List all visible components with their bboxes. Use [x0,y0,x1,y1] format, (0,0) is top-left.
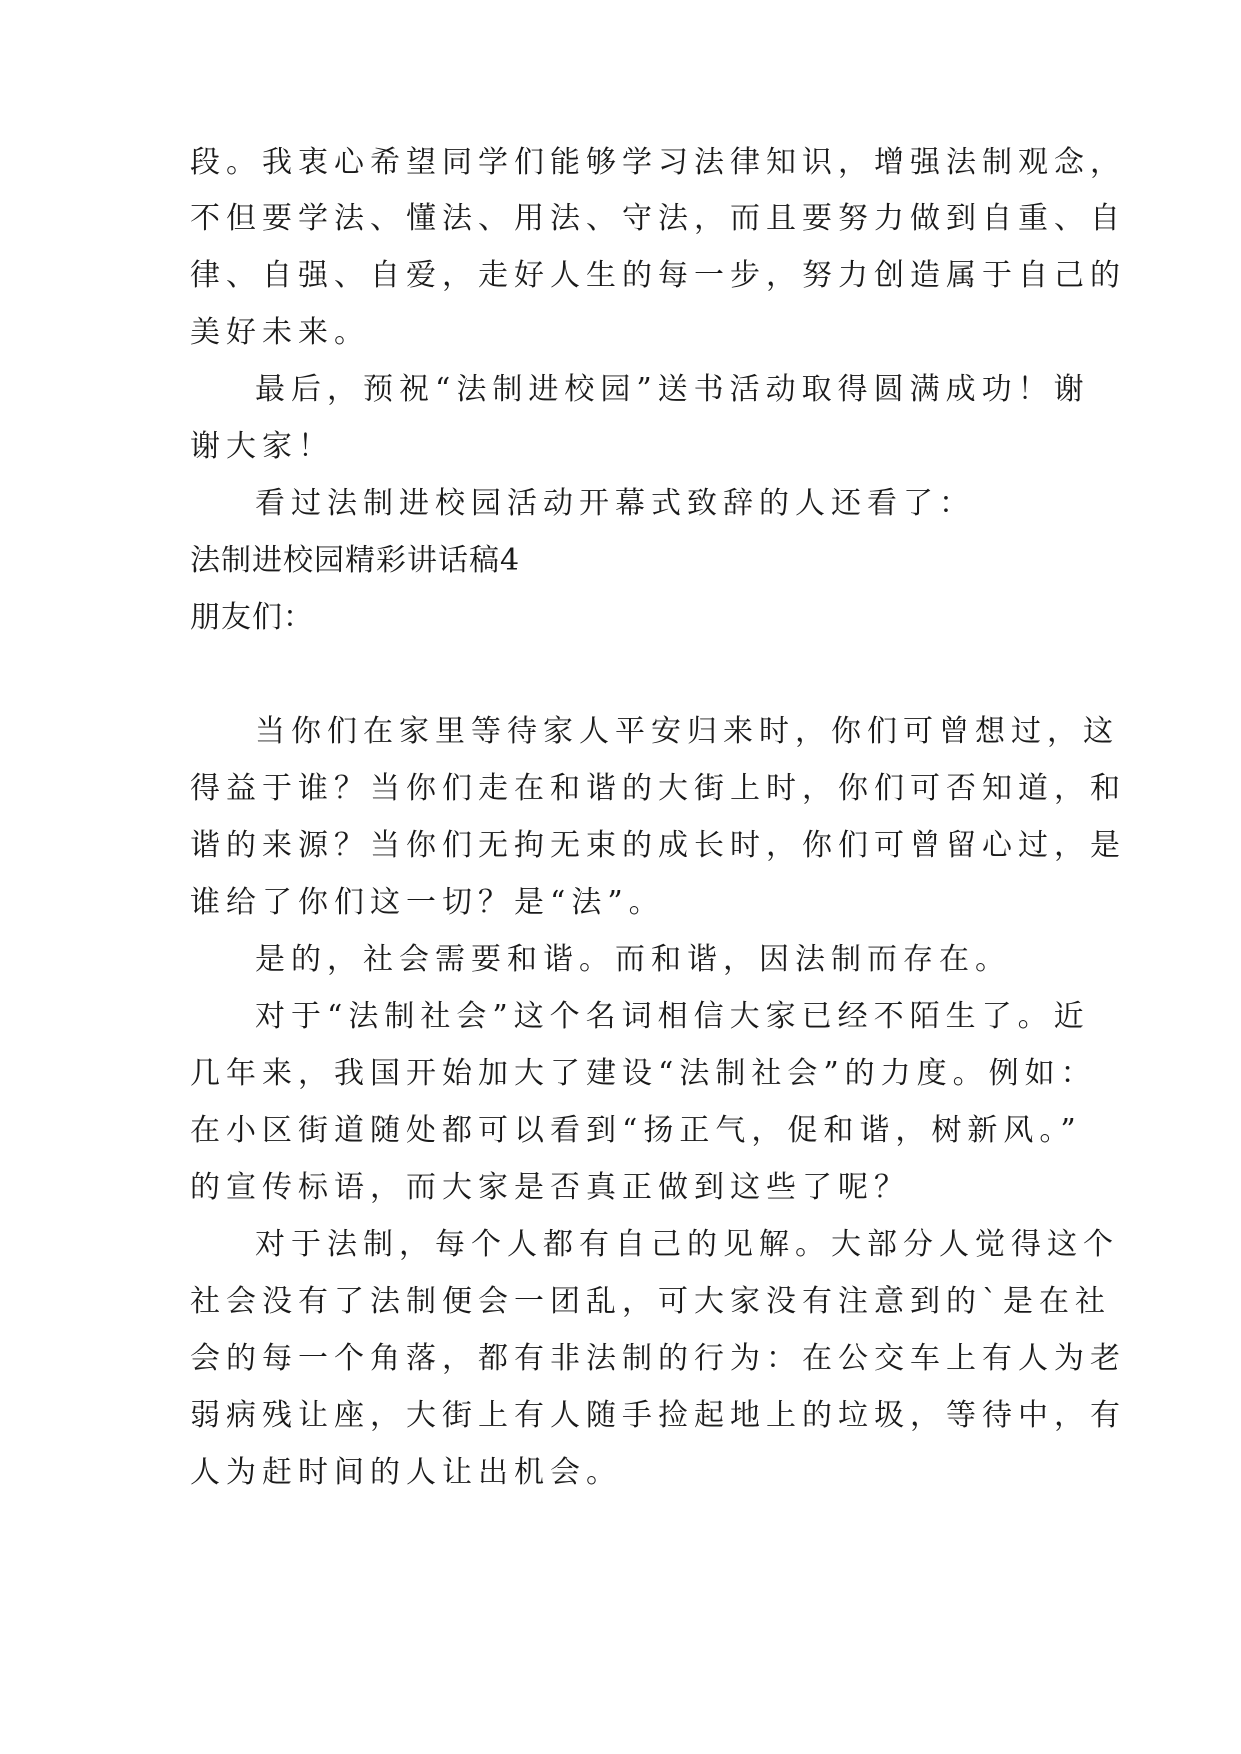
text-line: 谢大家！ [190,429,334,464]
text-line: 不但要学法、懂法、用法、守法，而且要努力做到自重、自 [190,201,1126,236]
text-line: 弱病残让座，大街上有人随手捡起地上的垃圾，等待中，有 [190,1398,1126,1433]
text-line: 美好未来。 [190,315,370,350]
text-line: 社会没有了法制便会一团乱，可大家没有注意到的`是在社 [190,1284,1111,1319]
text-line: 段。我衷心希望同学们能够学习法律知识，增强法制观念， [190,145,1126,180]
text-line: 谐的来源？当你们无拘无束的成长时，你们可曾留心过，是 [190,828,1126,863]
text-line: 当你们在家里等待家人平安归来时，你们可曾想过，这 [255,714,1119,749]
text-line: 律、自强、自爱，走好人生的每一步，努力创造属于自己的 [190,258,1126,293]
section-heading: 法制进校园精彩讲话稿4 [190,543,521,578]
text-line: 看过法制进校园活动开幕式致辞的人还看了： [255,486,975,521]
text-line: 对于法制，每个人都有自己的见解。大部分人觉得这个 [255,1227,1119,1262]
text-line: 几年来，我国开始加大了建设“法制社会”的力度。例如： [190,1056,1097,1091]
text-line: 是的，社会需要和谐。而和谐，因法制而存在。 [255,942,1011,977]
text-line: 的宣传标语，而大家是否真正做到这些了呢？ [190,1170,910,1205]
text-line: 会的每一个角落，都有非法制的行为：在公交车上有人为老 [190,1341,1126,1376]
text-line: 人为赶时间的人让出机会。 [190,1455,622,1490]
salutation: 朋友们： [190,600,314,635]
text-line: 得益于谁？当你们走在和谐的大街上时，你们可否知道，和 [190,771,1126,806]
text-line: 谁给了你们这一切？是“法”。 [190,885,665,920]
text-line: 对于“法制社会”这个名词相信大家已经不陌生了。近 [255,999,1090,1034]
text-line: 在小区街道随处都可以看到“扬正气，促和谐，树新风。” [190,1113,1082,1148]
text-line: 最后，预祝“法制进校园”送书活动取得圆满成功！谢 [255,372,1090,407]
